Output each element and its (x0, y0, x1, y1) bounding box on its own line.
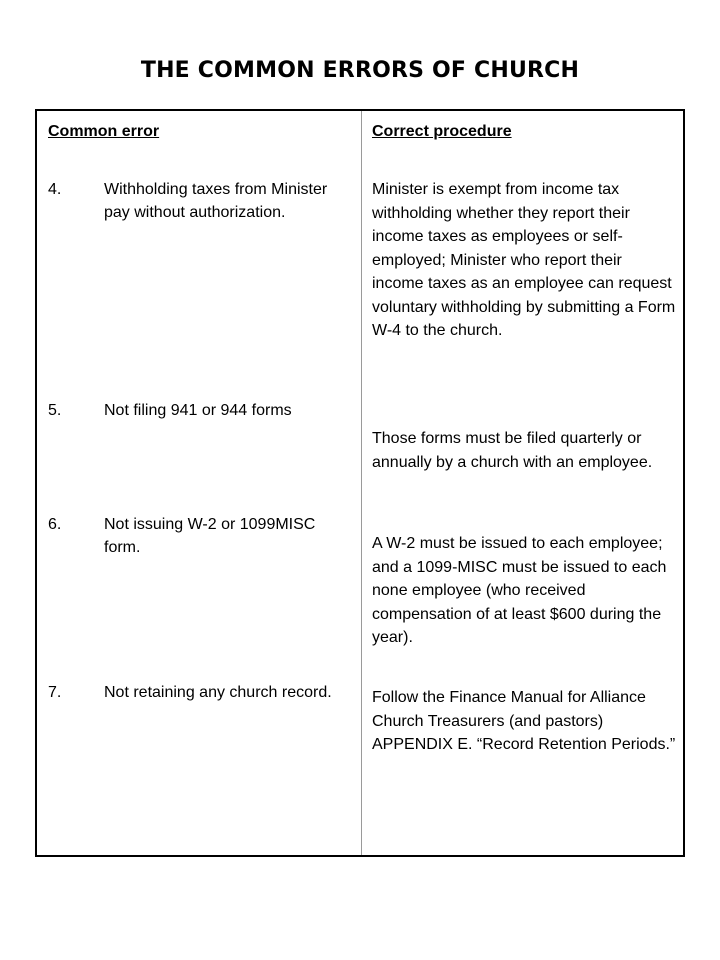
error-text: Not retaining any church record. (104, 684, 332, 701)
page-title: THE COMMON ERRORS OF CHURCH (140, 58, 580, 83)
error-item-6 (48, 513, 348, 559)
error-text: Not filing 941 or 944 forms (104, 402, 292, 419)
error-item-4 (48, 178, 348, 224)
common-error-column (37, 111, 361, 855)
procedure-7: Follow the Finance Manual for Alliance Church Treasurers (and pastors) APPENDIX E. “Record Retention Periods.” (372, 689, 676, 753)
procedure-6: A W-2 must be issued to each employee; and a 1099-MISC must be issued to each none employee (who received compensation of at least $600 during the year). (372, 535, 667, 646)
common-error-header: Common error (48, 123, 160, 140)
error-text: Not issuing W-2 or 1099MISC form. (104, 516, 316, 556)
error-item-5 (48, 399, 348, 422)
error-item-7 (48, 681, 348, 704)
error-number: 6. (48, 516, 62, 533)
errors-table (35, 109, 685, 857)
correct-procedure-column (362, 111, 685, 855)
correct-procedure-header: Correct procedure (372, 123, 512, 140)
error-number: 5. (48, 402, 62, 419)
procedure-5: Those forms must be filed quarterly or annually by a church with an employee. (372, 430, 653, 471)
error-number: 7. (48, 684, 62, 701)
error-text: Withholding taxes from Minister pay without authorization. (104, 181, 328, 221)
error-number: 4. (48, 181, 62, 198)
procedure-4: Minister is exempt from income tax withholding whether they report their income taxes as employees or self-employed; Minister who report their income taxes as an employee can request voluntary withholding by submitting a Form W-4 to the church. (372, 181, 676, 339)
